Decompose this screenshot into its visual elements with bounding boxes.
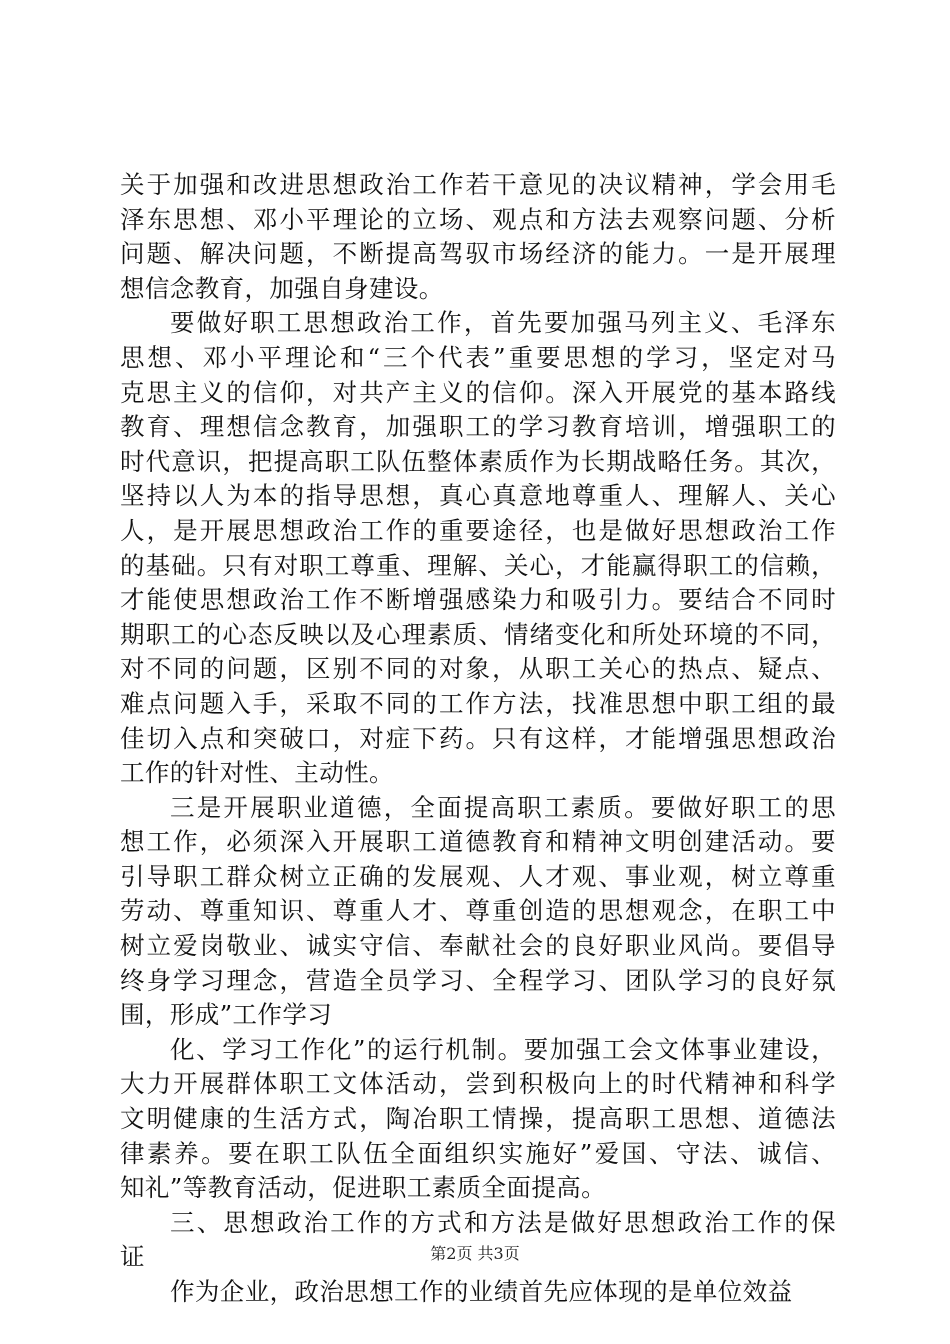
- text-line: 工作的针对性、主动性。: [120, 758, 394, 788]
- text-line: 难点问题入手，采取不同的工作方法，找准思想中职工组的最: [120, 688, 836, 718]
- text-line: 想工作，必须深入开展职工道德教育和精神文明创建活动。要: [120, 827, 836, 857]
- text-line: 对不同的问题，区别不同的对象，从职工关心的热点、疑点、: [120, 654, 836, 684]
- paragraph: [120, 1275, 836, 1310]
- text-line: 才能使思想政治工作不断增强感染力和吸引力。要结合不同时: [120, 585, 836, 615]
- paragraph: [120, 1033, 836, 1206]
- paragraph: [120, 168, 836, 306]
- text-line: 证: [120, 1242, 145, 1272]
- text-line: 终身学习理念，营造全员学习、全程学习、团队学习的良好氛: [120, 965, 836, 995]
- text-line: 泽东思想、邓小平理论的立场、观点和方法去观察问题、分析: [120, 204, 836, 234]
- text-line: 想信念教育，加强自身建设。: [120, 273, 444, 303]
- text-line: 引导职工群众树立正确的发展观、人才观、事业观，树立尊重: [120, 861, 836, 891]
- text-line: 律素养。要在职工队伍全面组织实施好”爱国、守法、诚信、: [120, 1138, 836, 1168]
- paragraph: [120, 1206, 836, 1275]
- text-line: 人，是开展思想政治工作的重要途径，也是做好思想政治工作: [120, 515, 836, 545]
- document-body: [120, 168, 836, 1310]
- text-line: 克思主义的信仰，对共产主义的信仰。深入开展党的基本路线: [120, 377, 836, 407]
- text-line: 的基础。只有对职工尊重、理解、关心，才能赢得职工的信赖，: [120, 550, 836, 580]
- text-line: 教育、理想信念教育，加强职工的学习教育培训，增强职工的: [120, 412, 836, 442]
- text-line: 关于加强和改进思想政治工作若干意见的决议精神，学会用毛: [120, 170, 836, 199]
- paragraph: [120, 306, 836, 790]
- page-footer: 第2页 共3页: [430, 1244, 520, 1263]
- text-line: 要做好职工思想政治工作，首先要加强马列主义、毛泽东: [170, 308, 836, 338]
- text-line: 三是开展职业道德，全面提高职工素质。要做好职工的思: [170, 792, 836, 822]
- text-line: 劳动、尊重知识、尊重人才、尊重创造的思想观念，在职工中: [120, 896, 836, 926]
- text-line: 知礼”等教育活动，促进职工素质全面提高。: [120, 1173, 607, 1203]
- text-line: 大力开展群体职工文体活动，尝到积极向上的时代精神和科学: [120, 1069, 836, 1099]
- text-line: 三、思想政治工作的方式和方法是做好思想政治工作的保: [170, 1207, 836, 1237]
- text-line: 树立爱岗敬业、诚实守信、奉献社会的良好职业风尚。要倡导: [120, 931, 836, 961]
- text-line: 佳切入点和突破口，对症下药。只有这样，才能增强思想政治: [120, 723, 836, 753]
- paragraph: [120, 791, 836, 1033]
- text-line: 思想、邓小平理论和“三个代表”重要思想的学习，坚定对马: [120, 342, 836, 372]
- text-line: 围，形成”工作学习: [120, 1000, 333, 1030]
- text-line: 期职工的心态反映以及心理素质、情绪变化和所处环境的不同，: [120, 619, 836, 649]
- text-line: 化、学习工作化”的运行机制。要加强工会文体事业建设，: [170, 1034, 836, 1064]
- text-line: 文明健康的生活方式，陶冶职工情操，提高职工思想、道德法: [120, 1104, 836, 1134]
- text-line: 作为企业，政治思想工作的业绩首先应体现的是单位效益: [170, 1277, 793, 1306]
- text-line: 时代意识，把提高职工队伍整体素质作为长期战略任务。其次，: [120, 446, 836, 476]
- text-line: 坚持以人为本的指导思想，真心真意地尊重人、理解人、关心: [120, 481, 836, 511]
- text-line: 问题、解决问题，不断提高驾驭市场经济的能力。一是开展理: [120, 239, 836, 269]
